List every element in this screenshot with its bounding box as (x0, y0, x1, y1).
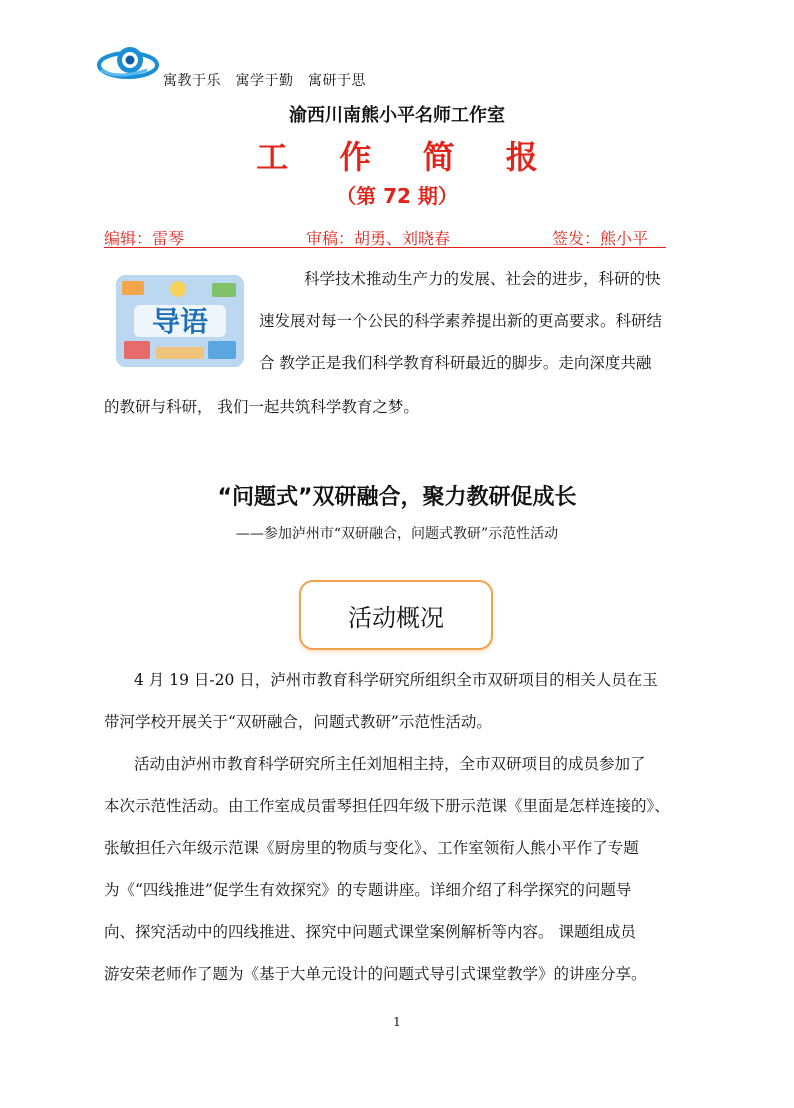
issue-number: （第 72 期） (336, 184, 458, 208)
body-line: 活动由泸州市教育科学研究所主任刘旭相主持，全市双研项目的成员参加了 (134, 755, 646, 773)
intro-image-text: 导语 (151, 305, 209, 338)
staff-editor: 编辑：雷琴 (104, 229, 185, 248)
page-number: 1 (393, 1015, 401, 1029)
body-line: 4 月 19 日-20 日，泸州市教育科学研究所组织全市双研项目的相关人员在玉 (134, 671, 658, 689)
intro-line: 科学技术推动生产力的发展、社会的进步，科研的快 (304, 270, 661, 288)
report-title: 工 作 简 报 (256, 138, 558, 176)
body-line: 张敏担任六年级示范课《厨房里的物质与变化》、工作室领衔人熊小平作了专题 (104, 839, 639, 857)
article-title: “问题式”双研融合，聚力教研促成长 (217, 485, 577, 510)
intro-line: 的教研与科研， 我们一起共筑科学教育之梦。 (104, 398, 419, 416)
intro-banner-image (116, 275, 244, 367)
body-line: 带河学校开展关于“双研融合，问题式教研”示范性活动。 (104, 713, 492, 731)
body-line: 本次示范性活动。由工作室成员雷琴担任四年级下册示范课《里面是怎样连接的》、 (104, 797, 670, 815)
staff-reviewer: 审稿：胡勇、刘晓春 (306, 229, 451, 248)
section-heading-box (299, 580, 493, 650)
office-name: 渝西川南熊小平名师工作室 (289, 105, 505, 126)
body-line: 向、探究活动中的四线推进、探究中问题式课堂案例解析等内容。 课题组成员 (104, 923, 636, 941)
article-subtitle: ——参加泸州市“双研融合，问题式教研”示范性活动 (235, 526, 559, 542)
body-line: 游安荣老师作了题为《基于大单元设计的问题式导引式课堂教学》的讲座分享。 (104, 965, 647, 983)
intro-line: 速发展对每一个公民的科学素养提出新的更高要求。科研结 (259, 312, 663, 330)
body-line: 为《“四线推进”促学生有效探究》的专题讲座。详细介绍了科学探究的问题导 (104, 881, 632, 899)
intro-banner-art (116, 275, 244, 367)
staff-underline (104, 247, 666, 248)
staff-issuer: 签发：熊小平 (552, 229, 649, 248)
section-heading-label: 活动概况 (348, 604, 444, 632)
header-motto: 寓教于乐 寓学于勤 寓研于思 (163, 73, 366, 89)
office-logo-icon (97, 40, 159, 86)
intro-line: 合 教学正是我们科学教育科研最近的脚步。走向深度共融 (259, 354, 652, 372)
